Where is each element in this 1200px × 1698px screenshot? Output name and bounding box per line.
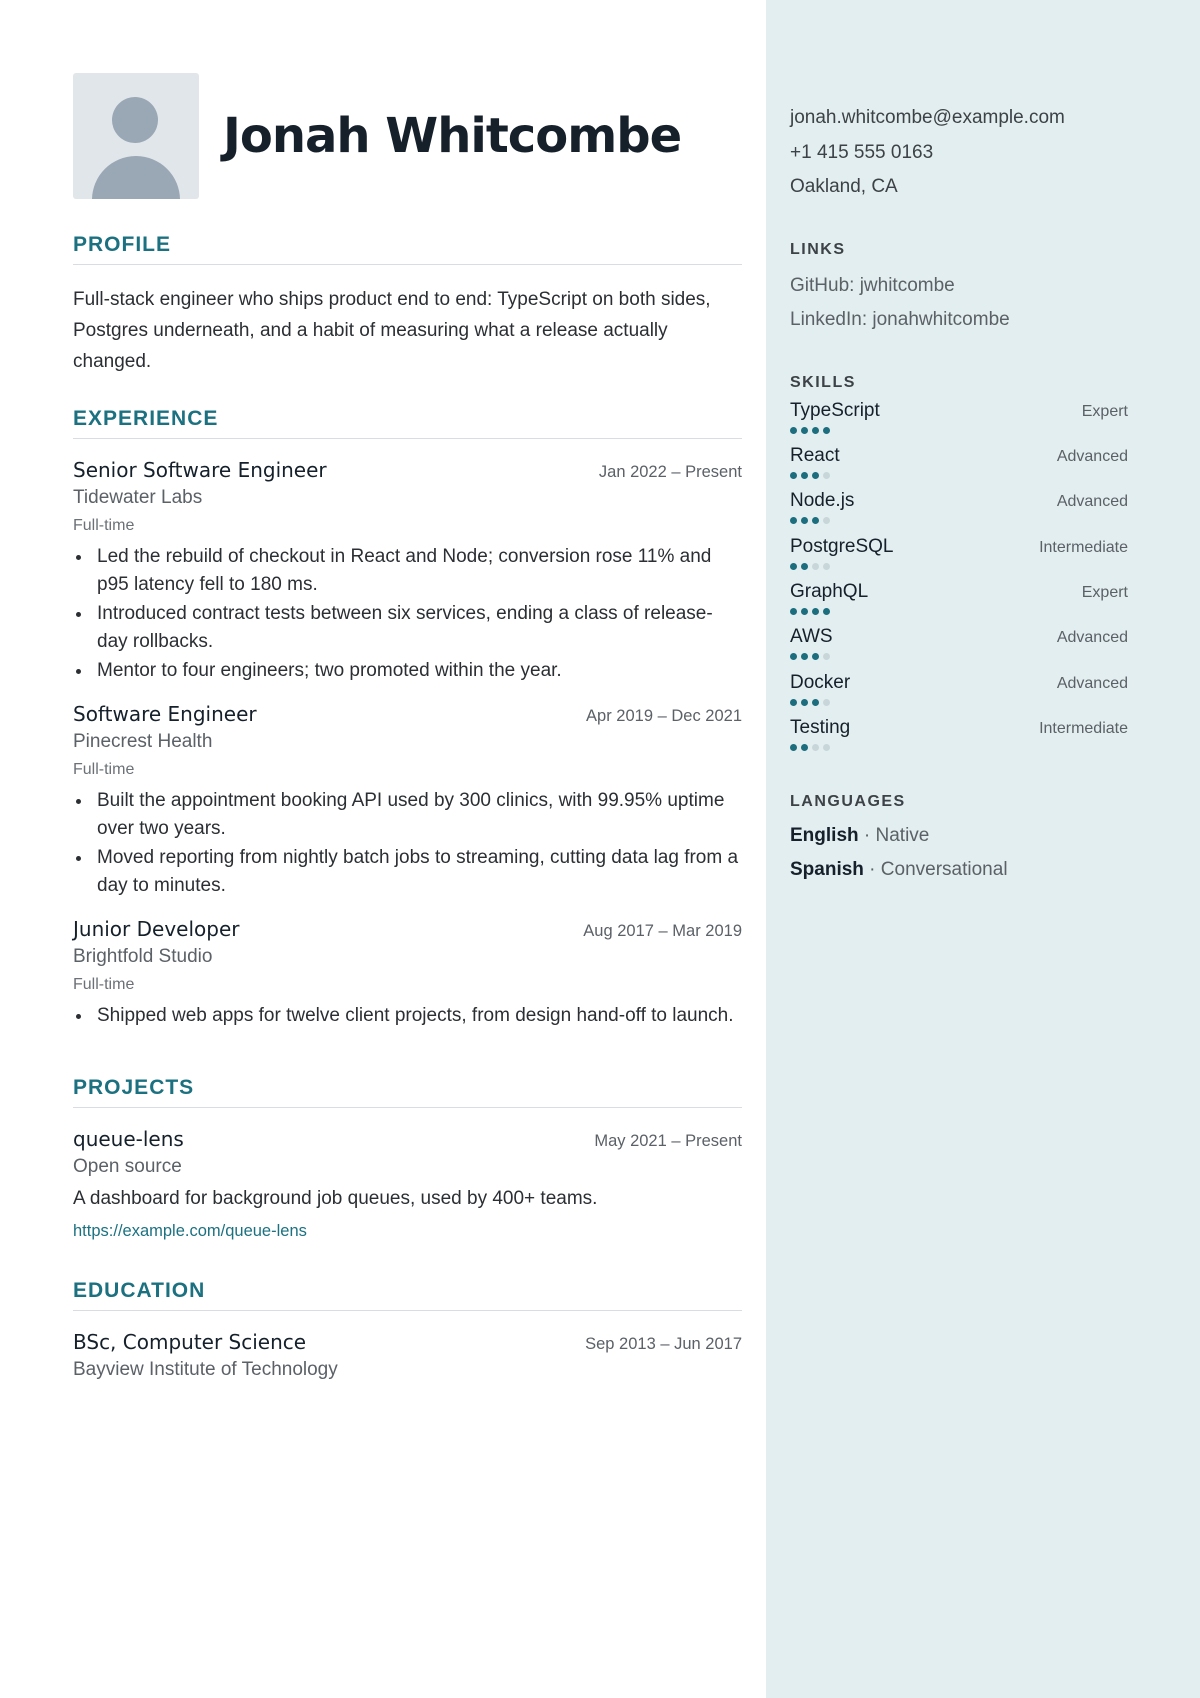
job-bullets	[73, 543, 742, 685]
education-dates: Sep 2013 – Jun 2017	[585, 1335, 742, 1353]
skill-level: Intermediate	[1039, 538, 1128, 556]
employment-type: Full-time	[73, 517, 135, 534]
full-name: Jonah Whitcombe	[223, 108, 682, 164]
section-title-projects: PROJECTS	[73, 1076, 742, 1108]
language-name: English	[790, 824, 859, 846]
skill-item	[790, 445, 1128, 490]
rating-dot-filled	[790, 517, 797, 524]
rating-dot-filled	[801, 608, 808, 615]
rating-dot-filled	[823, 427, 830, 434]
rating-dot-empty	[823, 563, 830, 570]
job-title: Junior Developer	[73, 917, 240, 941]
skill-rating	[790, 653, 1128, 660]
rating-dot-empty	[823, 744, 830, 751]
person-placeholder-icon	[73, 73, 199, 199]
section-title-languages: LANGUAGES	[790, 792, 906, 810]
skill-name: GraphQL	[790, 581, 869, 603]
company-name: Brightfold Studio	[73, 946, 213, 967]
company-name: Pinecrest Health	[73, 731, 213, 752]
section-title-experience: EXPERIENCE	[73, 407, 742, 439]
language-item	[790, 819, 1128, 853]
language-level: Conversational	[880, 858, 1008, 880]
rating-dot-empty	[823, 472, 830, 479]
main-column	[73, 73, 742, 1411]
rating-dot-filled	[790, 472, 797, 479]
skill-rating	[790, 699, 1128, 706]
education-entry	[73, 1330, 742, 1381]
language-level: Native	[875, 824, 930, 846]
rating-dot-empty	[823, 653, 830, 660]
skill-rating	[790, 608, 1128, 615]
rating-dot-filled	[790, 699, 797, 706]
rating-dot-filled	[801, 744, 808, 751]
skill-level: Advanced	[1056, 674, 1128, 692]
link-github[interactable]: GitHub: jwhitcombe	[790, 274, 955, 296]
skill-level: Advanced	[1056, 447, 1128, 465]
rating-dot-filled	[823, 608, 830, 615]
job-bullets	[73, 787, 742, 900]
language-item	[790, 853, 1128, 887]
bullet-item: Mentor to four engineers; two promoted within the year.	[73, 657, 742, 685]
rating-dot-filled	[812, 472, 819, 479]
skill-name: Testing	[790, 717, 851, 739]
bullet-item: Introduced contract tests between six services, ending a class of release-day rollbacks.	[73, 600, 742, 656]
contact-info	[790, 101, 1128, 205]
skill-name: Docker	[790, 671, 851, 693]
rating-dot-filled	[801, 517, 808, 524]
job-dates: Aug 2017 – Mar 2019	[583, 922, 742, 940]
skill-rating	[790, 563, 1128, 570]
bullet-item: Built the appointment booking API used by 300 clinics, with 99.95% uptime over two years.	[73, 787, 742, 843]
rating-dot-filled	[801, 699, 808, 706]
rating-dot-filled	[812, 653, 819, 660]
section-title-skills: SKILLS	[790, 373, 856, 391]
rating-dot-filled	[790, 427, 797, 434]
rating-dot-filled	[812, 517, 819, 524]
skill-name: AWS	[790, 626, 833, 648]
skill-level: Intermediate	[1039, 720, 1128, 738]
job-dates: Jan 2022 – Present	[598, 463, 742, 481]
skill-item	[790, 717, 1128, 762]
experience-entry	[73, 458, 742, 685]
project-type: Open source	[73, 1156, 182, 1177]
rating-dot-empty	[812, 744, 819, 751]
link-linkedin[interactable]: LinkedIn: jonahwhitcombe	[790, 309, 1010, 330]
bullet-item: Led the rebuild of checkout in React and Node; conversion rose 11% and p95 latency fell to 180 ms.	[73, 543, 742, 599]
rating-dot-filled	[790, 744, 797, 751]
rating-dot-empty	[823, 517, 830, 524]
skill-name: Node.js	[790, 490, 855, 512]
job-title: Senior Software Engineer	[73, 458, 327, 482]
section-title-profile: PROFILE	[73, 233, 742, 265]
profile-section	[73, 233, 742, 377]
skill-item	[790, 626, 1128, 671]
skill-name: React	[790, 444, 840, 466]
rating-dot-filled	[801, 563, 808, 570]
education-section	[73, 1279, 742, 1381]
skill-item	[790, 490, 1128, 535]
experience-entry	[73, 917, 742, 1030]
skill-level: Expert	[1081, 584, 1128, 602]
rating-dot-empty	[812, 563, 819, 570]
header	[73, 73, 742, 199]
rating-dot-filled	[812, 699, 819, 706]
skill-level: Advanced	[1056, 629, 1128, 647]
skill-rating	[790, 517, 1128, 524]
phone[interactable]: +1 415 555 0163	[790, 141, 934, 163]
sidebar	[766, 0, 1200, 1698]
rating-dot-filled	[812, 427, 819, 434]
project-description: A dashboard for background job queues, used by 400+ teams.	[73, 1188, 598, 1209]
skill-rating	[790, 472, 1128, 479]
rating-dot-empty	[823, 699, 830, 706]
rating-dot-filled	[801, 472, 808, 479]
company-name: Tidewater Labs	[73, 487, 203, 508]
skill-item	[790, 581, 1128, 626]
rating-dot-filled	[801, 427, 808, 434]
skill-item	[790, 672, 1128, 717]
location: Oakland, CA	[790, 176, 898, 197]
job-dates: Apr 2019 – Dec 2021	[586, 707, 742, 725]
skill-rating	[790, 744, 1128, 751]
employment-type: Full-time	[73, 976, 135, 993]
employment-type: Full-time	[73, 761, 135, 778]
skill-name: PostgreSQL	[790, 535, 894, 557]
project-link[interactable]: https://example.com/queue-lens	[73, 1222, 307, 1240]
skill-level: Advanced	[1056, 493, 1128, 511]
project-dates: May 2021 – Present	[594, 1132, 742, 1150]
language-separator: ·	[858, 824, 876, 846]
job-title: Software Engineer	[73, 702, 257, 726]
degree-title: BSc, Computer Science	[73, 1330, 307, 1354]
rating-dot-filled	[812, 608, 819, 615]
skill-item	[790, 400, 1128, 445]
skills-section	[790, 374, 1128, 763]
rating-dot-filled	[790, 653, 797, 660]
project-title: queue-lens	[73, 1127, 184, 1151]
experience-section	[73, 407, 742, 1030]
skill-name: TypeScript	[790, 399, 880, 421]
bullet-item: Moved reporting from nightly batch jobs to streaming, cutting data lag from a day to minutes.	[73, 844, 742, 900]
projects-section	[73, 1076, 742, 1241]
rating-dot-filled	[790, 563, 797, 570]
skill-rating	[790, 427, 1128, 434]
language-separator: ·	[863, 858, 881, 880]
email[interactable]: jonah.whitcombe@example.com	[790, 107, 1065, 128]
rating-dot-filled	[801, 653, 808, 660]
skill-level: Expert	[1081, 402, 1128, 420]
experience-entry	[73, 702, 742, 900]
bullet-item: Shipped web apps for twelve client projects, from design hand-off to launch.	[73, 1002, 742, 1030]
rating-dot-filled	[790, 608, 797, 615]
section-title-links: LINKS	[790, 240, 846, 258]
skills-list	[790, 400, 1128, 763]
languages-section	[790, 793, 1128, 887]
school-name: Bayview Institute of Technology	[73, 1359, 338, 1380]
project-entry	[73, 1127, 742, 1241]
language-name: Spanish	[790, 858, 864, 880]
links-section	[790, 241, 1128, 338]
job-bullets	[73, 1002, 742, 1030]
section-title-education: EDUCATION	[73, 1279, 742, 1311]
profile-summary: Full-stack engineer who ships product end to end: TypeScript on both sides, Postgres underneath, and a habit of measuring what a release actually changed.	[73, 289, 711, 372]
skill-item	[790, 536, 1128, 581]
